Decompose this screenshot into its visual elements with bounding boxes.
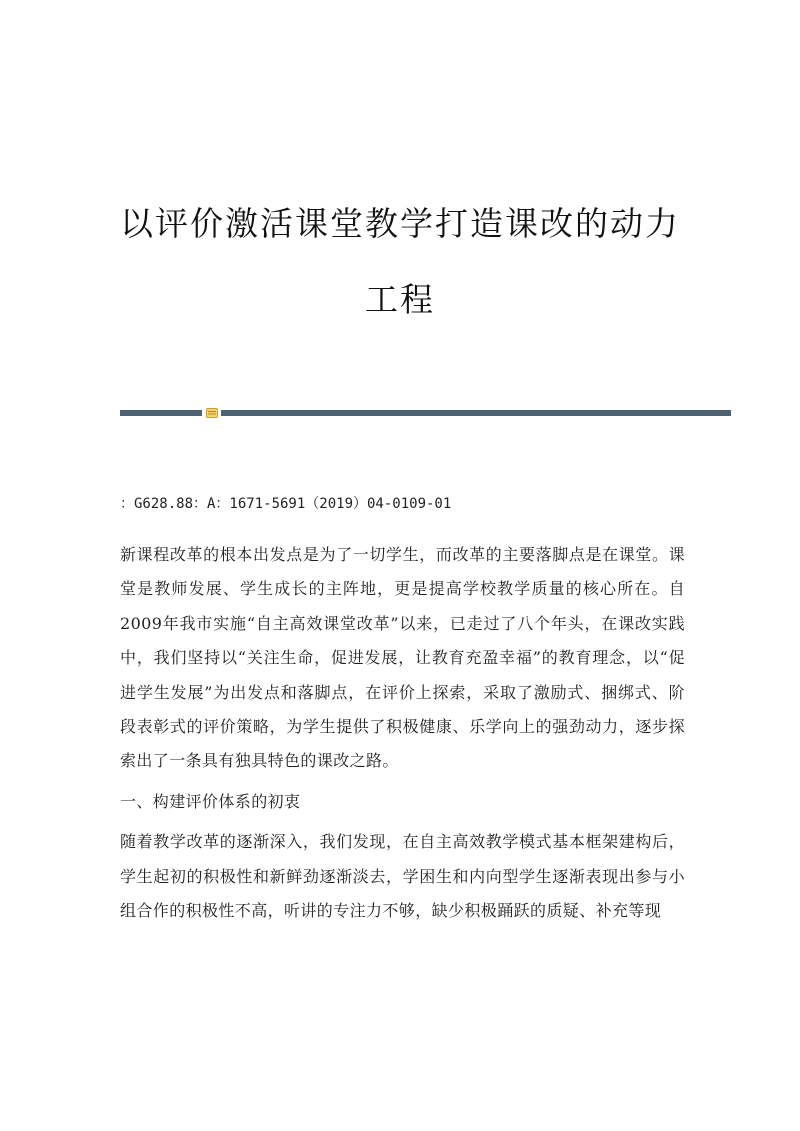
body-paragraph: 新课程改革的根本出发点是为了一切学生，而改革的主要落脚点是在课堂。课堂是教师发展、学生成长的主阵地，更是提高学校教学质量的核心所在。自2009年我市实施“自主高效课堂改革”以来，已走过了八个年头，在课改实践中，我们坚持以“关注生命，促进发展，让教育充盈幸福”的教育理念，以“促进学生发展”为出发点和落脚点，在评价上探索，采取了激励式、捆绑式、阶段表彰式的评价策略，为学生提供了积极健康、乐学向上的强劲动力，逐步探索出了一条具有独具特色的课改之路。 bbox=[120, 545, 685, 771]
classification-metadata: ：G628.88：A：1671-5691（2019）04-0109-01 bbox=[120, 496, 452, 512]
document-title: 以评价激活课堂教学打造课改的动力工程 bbox=[120, 204, 680, 319]
body-paragraph: 随着教学改革的逐渐深入，我们发现，在自主高效教学模式基本框架建构后，学生起初的积极性和新鲜劲逐渐淡去，学困生和内向型学生逐渐表现出参与小组合作的积极性不高，听讲的专注力不够，缺少积极踊跃的质疑、补充等现 bbox=[120, 832, 685, 921]
section-heading: 一、构建评价体系的初衷 bbox=[120, 791, 301, 811]
document-body bbox=[120, 538, 685, 934]
divider-bar-right bbox=[221, 410, 731, 416]
divider-bar-left bbox=[120, 410, 202, 416]
title-divider bbox=[120, 409, 731, 417]
divider-ornament-icon bbox=[206, 408, 218, 418]
